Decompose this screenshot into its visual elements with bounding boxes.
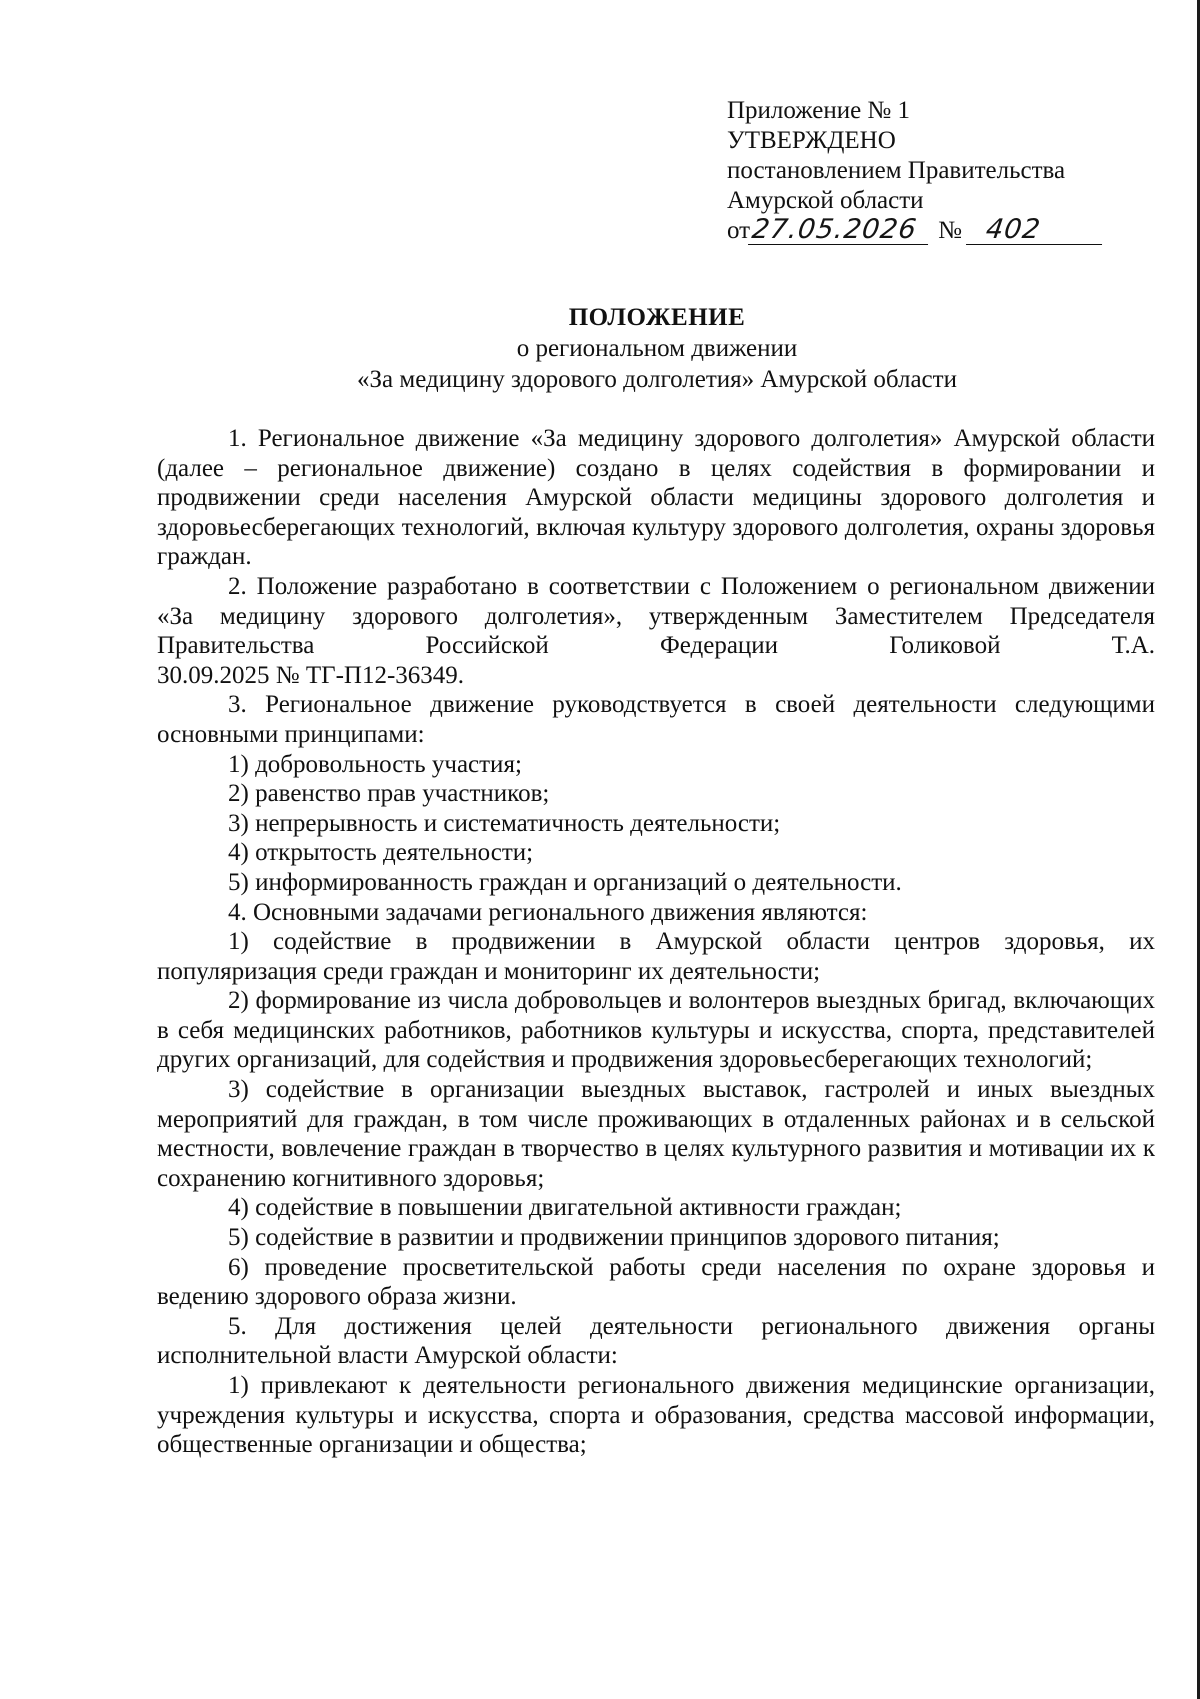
- handwritten-number: 402: [966, 216, 1106, 245]
- paragraph-5: 5. Для достижения целей деятельности регионального движения органы исполнительной власти Амурской области:: [157, 1312, 1155, 1370]
- resolution-date-number-line: [727, 216, 1104, 246]
- paragraph-3-item-4: 4) открытость деятельности;: [228, 839, 534, 867]
- appendix-label: Приложение № 1: [727, 97, 911, 124]
- paragraph-4-item-1: 1) содействие в продвижении в Амурской области центров здоровья, их популяризация среди граждан и мониторинг их деятельности;: [157, 928, 1155, 985]
- approved-by-region: Амурской области: [727, 187, 924, 214]
- paragraph-1: 1. Региональное движение «За медицину здорового долголетия» Амурской области (далее – региональное движение) создано в целях содействия в формировании и продвижении среди населения Амурской области медицины здорового долголетия и здоровьесберегающих технологий, включая культуру здорового долголетия, охраны здоровья граждан.: [157, 425, 1155, 571]
- paragraph-2-continuation: 30.09.2025 № ТГ-П12-36349.: [157, 661, 465, 689]
- handwritten-date: 27.05.2026: [748, 216, 932, 245]
- document-body: [157, 424, 1155, 1460]
- paragraph-5-item-1: 1) привлекают к деятельности регионального движения медицинские организации, учреждения культуры и искусства, спорта и образования, средства массовой информации, общественные организации и общества;: [157, 1372, 1155, 1459]
- document-subtitle-line1: о региональном движении: [516, 335, 798, 362]
- paragraph-2: 2. Положение разработано в соответствии с Положением о региональном движении «За медицину здорового долголетия», утвержденным Заместителем Председателя Правительства Российской Федерации Голиковой Т.А.: [157, 572, 1155, 660]
- approved-label: УТВЕРЖДЕНО: [727, 127, 896, 154]
- paragraph-4-item-6: 6) проведение просветительской работы среди населения по охране здоровья и ведению здорового образа жизни.: [157, 1253, 1155, 1311]
- paragraph-3-item-5: 5) информированность граждан и организаций о деятельности.: [228, 868, 902, 896]
- document-title: ПОЛОЖЕНИЕ: [568, 304, 746, 331]
- paragraph-4-item-4: 4) содействие в повышении двигательной активности граждан;: [228, 1194, 902, 1222]
- paragraph-4-item-3: 3) содействие в организации выездных выставок, гастролей и иных выездных мероприятий для граждан, в том числе проживающих в отдаленных районах и в сельской местности, вовлечение граждан в творчество в целях культурного развития и мотивации их к сохранению когнитивного здоровья;: [157, 1076, 1155, 1192]
- number-prefix: №: [938, 217, 962, 244]
- approval-block: [727, 96, 1104, 246]
- paragraph-4-item-2: 2) формирование из числа добровольцев и волонтеров выездных бригад, включающих в себя медицинских работников, работников культуры и искусства, спорта, представителей других организаций, для содействия и продвижения здоровьесберегающих технологий;: [157, 987, 1155, 1074]
- paragraph-3: 3. Региональное движение руководствуется в своей деятельности следующими основными принципами:: [157, 691, 1155, 748]
- date-prefix: от: [727, 217, 751, 244]
- approved-by-line: постановлением Правительства: [727, 157, 1066, 184]
- document-heading: [157, 302, 1157, 395]
- paragraph-3-item-1: 1) добровольность участия;: [228, 750, 522, 778]
- paragraph-3-item-3: 3) непрерывность и систематичность деятельности;: [228, 809, 781, 837]
- paragraph-4-item-5: 5) содействие в развитии и продвижении принципов здорового питания;: [228, 1224, 1000, 1252]
- document-subtitle-line2: «За медицину здорового долголетия» Амурской области: [357, 366, 957, 393]
- paragraph-3-item-2: 2) равенство прав участников;: [228, 780, 550, 808]
- paragraph-4: 4. Основными задачами регионального движения являются:: [228, 898, 868, 926]
